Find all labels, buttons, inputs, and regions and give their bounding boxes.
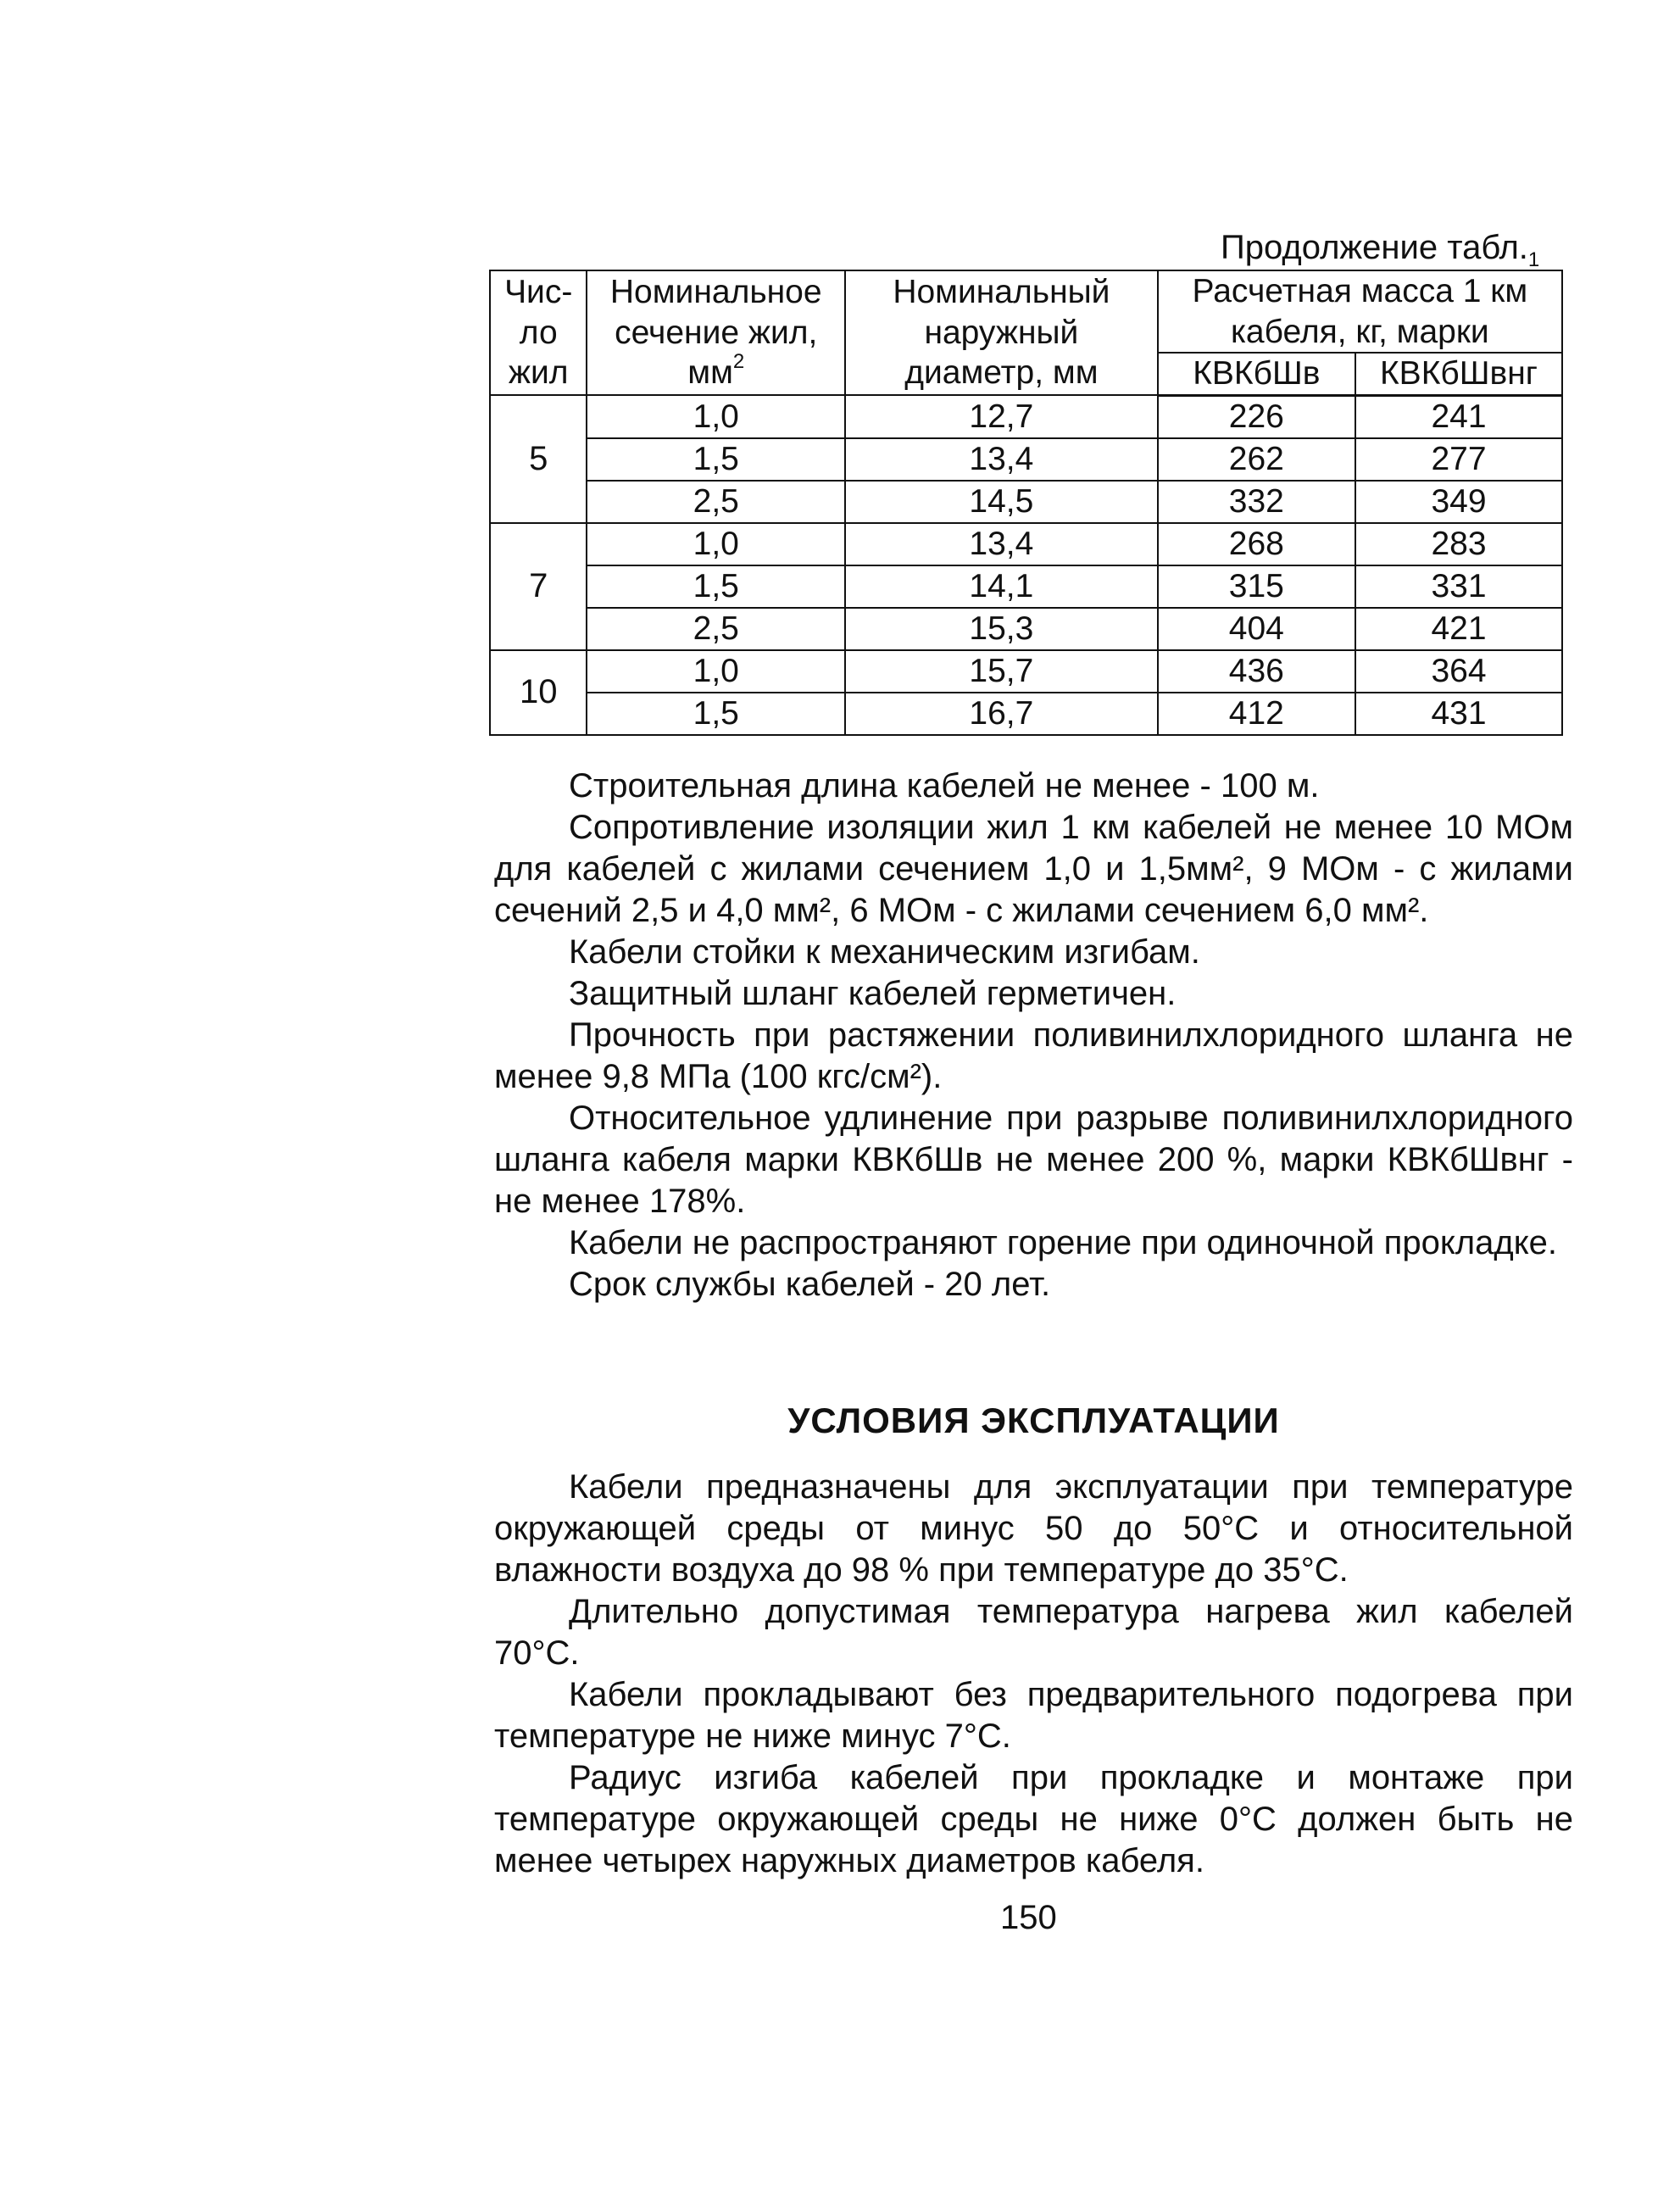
diameter-cell: 14,1: [845, 565, 1158, 608]
table-row: [490, 481, 1562, 523]
table-row: [490, 650, 1562, 693]
header-mass: Расчетная масса 1 км кабеля, кг, марки: [1158, 270, 1562, 353]
paragraph: Радиус изгиба кабелей при прокладке и монтаже при температуре окружающей среды не ниже 0°С должен быть не менее четырех наружных диаметров кабеля.: [494, 1759, 1573, 1879]
paragraph: Кабели стойки к механическим изгибам.: [569, 933, 1200, 971]
mass-cell: 262: [1158, 438, 1355, 481]
mass-cell: 277: [1355, 438, 1562, 481]
section-cell: 1,5: [587, 438, 845, 481]
diameter-cell: 15,7: [845, 650, 1158, 693]
cores-cell: 7: [490, 523, 587, 650]
paragraph: Кабели прокладывают без предварительного подогрева при температуре не ниже минус 7°С.: [494, 1676, 1573, 1755]
paragraph: Кабели не распространяют горение при одиночной прокладке.: [569, 1224, 1558, 1261]
section-cell: 2,5: [587, 481, 845, 523]
table-row: [490, 395, 1562, 438]
diameter-cell: 12,7: [845, 395, 1158, 438]
diameter-cell: 15,3: [845, 608, 1158, 650]
header-section: Номинальное сечение жил, $мм^2$: [587, 270, 845, 395]
properties-text: [494, 766, 1573, 1306]
table-caption-text: Продолжение табл.: [1221, 229, 1528, 266]
paragraph: Прочность при растяжении поливинилхлоридного шланга не менее 9,8 МПа (100 кгс/см²).: [494, 1016, 1573, 1095]
header-kvkbshvng: КВКбШвнг: [1355, 353, 1562, 395]
mass-cell: 268: [1158, 523, 1355, 565]
paragraph: Относительное удлинение при разрыве поливинилхлоридного шланга кабеля марки КВКбШв не менее 200 %, марки КВКбШвнг - не менее 178%.: [494, 1100, 1573, 1220]
mass-cell: 431: [1355, 693, 1562, 735]
section-heading: УСЛОВИЯ ЭКСПЛУАТАЦИИ: [787, 1400, 1280, 1440]
mass-cell: 331: [1355, 565, 1562, 608]
section-cell: 1,0: [587, 395, 845, 438]
mass-cell: 315: [1158, 565, 1355, 608]
table-caption: [1221, 229, 1539, 272]
diameter-cell: 16,7: [845, 693, 1158, 735]
header-diameter: Номинальный наружный диаметр, мм: [845, 270, 1158, 395]
diameter-cell: 14,5: [845, 481, 1158, 523]
table-row: [490, 608, 1562, 650]
operating-conditions-text: [494, 1467, 1573, 1882]
paragraph: Сопротивление изоляции жил 1 км кабелей не менее 10 МОм для кабелей с жилами сечением 1,0 и 1,5мм², 9 МОм - с жилами сечений 2,5 и 4,0 мм², 6 МОм - с жилами сечением 6,0 мм².: [494, 809, 1573, 929]
section-cell: 2,5: [587, 608, 845, 650]
section-cell: 1,5: [587, 693, 845, 735]
mass-cell: 436: [1158, 650, 1355, 693]
section-cell: 1,5: [587, 565, 845, 608]
table-row: [490, 565, 1562, 608]
mass-cell: 421: [1355, 608, 1562, 650]
paragraph: Срок службы кабелей - 20 лет.: [569, 1266, 1051, 1303]
paragraph: Кабели предназначены для эксплуатации при температуре окружающей среды от минус 50 до 50°С и относительной влажности воздуха до 98 % при температуре до 35°С.: [494, 1468, 1573, 1589]
cable-spec-table: [489, 270, 1563, 736]
mass-cell: 226: [1158, 395, 1355, 438]
page-number: 150: [1000, 1899, 1057, 1936]
cores-cell: 5: [490, 395, 587, 523]
section-cell: 1,0: [587, 650, 845, 693]
table-row: [490, 693, 1562, 735]
mass-cell: 283: [1355, 523, 1562, 565]
paragraph: Защитный шланг кабелей герметичен.: [569, 975, 1177, 1012]
diameter-cell: 13,4: [845, 523, 1158, 565]
header-cores: Чис- ло жил: [490, 270, 587, 395]
paragraph: Строительная длина кабелей не менее - 100 м.: [569, 767, 1320, 804]
mass-cell: 349: [1355, 481, 1562, 523]
mass-cell: 241: [1355, 395, 1562, 438]
table-caption-number: 1: [1527, 248, 1540, 271]
cores-cell: 10: [490, 650, 587, 735]
mass-cell: 364: [1355, 650, 1562, 693]
paragraph: Длительно допустимая температура нагрева жил кабелей 70°С.: [494, 1593, 1573, 1672]
header-kvkbshv: КВКбШв: [1158, 353, 1355, 395]
mass-cell: 404: [1158, 608, 1355, 650]
table-row: [490, 523, 1562, 565]
mass-cell: 332: [1158, 481, 1355, 523]
table-row: [490, 438, 1562, 481]
section-cell: 1,0: [587, 523, 845, 565]
diameter-cell: 13,4: [845, 438, 1158, 481]
mass-cell: 412: [1158, 693, 1355, 735]
